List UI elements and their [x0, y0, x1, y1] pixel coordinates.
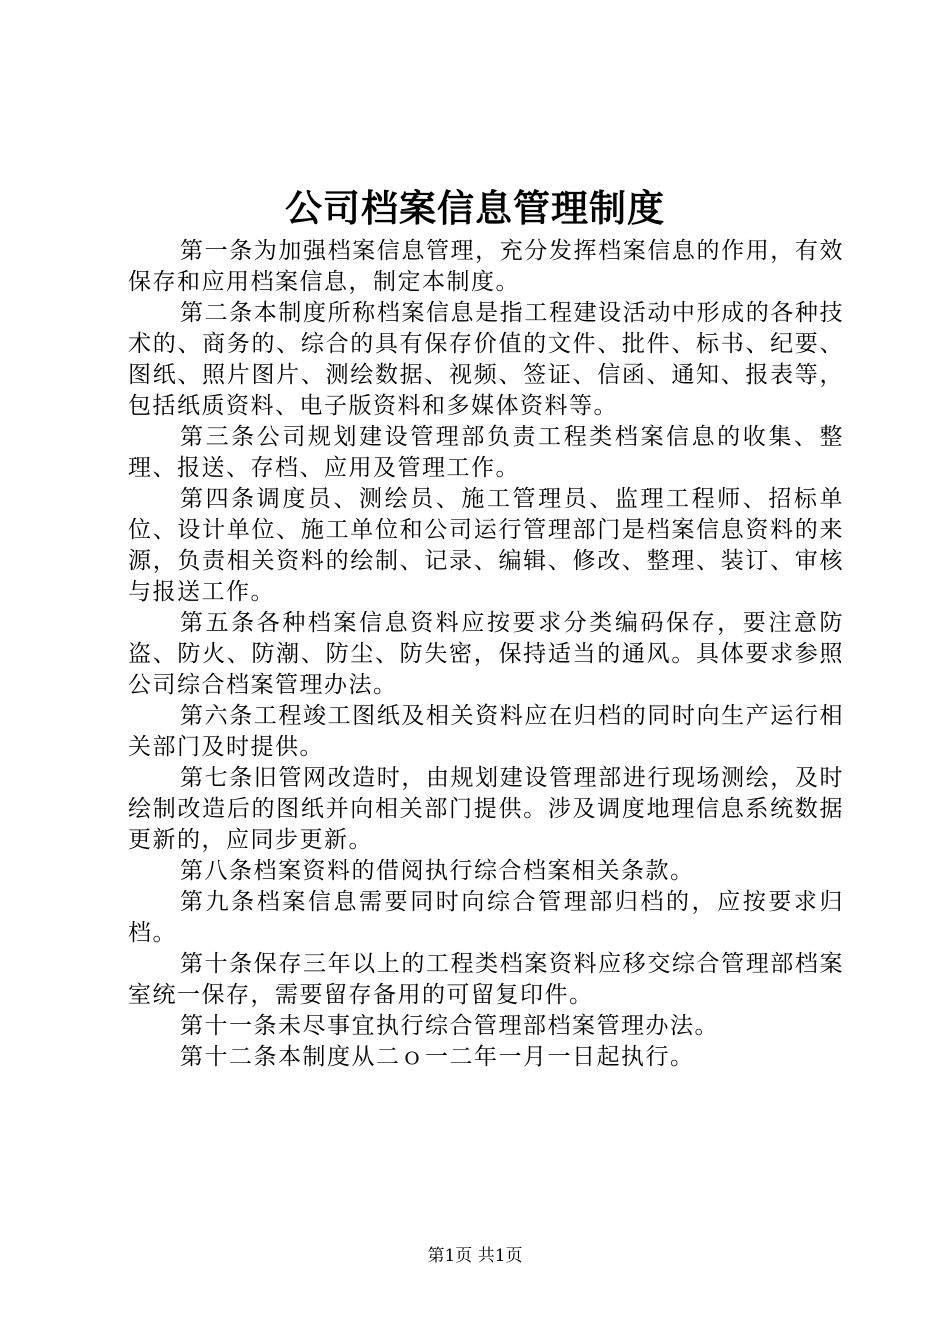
article-9: 第九条档案信息需要同时向综合管理部归档的，应按要求归档。 [128, 889, 844, 946]
document-title: 公司档案信息管理制度 [285, 186, 665, 230]
article-2: 第二条本制度所称档案信息是指工程建设活动中形成的各种技术的、商务的、综合的具有保存价值的文件、批件、标书、纪要、图纸、照片图片、测绘数据、视频、签证、信函、通知、报表等，包括纸质资料、电子版资料和多媒体资料等。 [128, 300, 844, 419]
article-12: 第十二条本制度从二ｏ一二年一月一日起执行。 [180, 1044, 695, 1070]
article-10: 第十条保存三年以上的工程类档案资料应移交综合管理部档案室统一保存，需要留存备用的可留复印件。 [128, 951, 844, 1008]
article-4: 第四条调度员、测绘员、施工管理员、监理工程师、招标单位、设计单位、施工单位和公司运行管理部门是档案信息资料的来源，负责相关资料的绘制、记录、编辑、修改、整理、装订、审核与报送工作。 [128, 486, 844, 605]
article-8: 第八条档案资料的借阅执行综合档案相关条款。 [180, 858, 695, 884]
article-3: 第三条公司规划建设管理部负责工程类档案信息的收集、整理、报送、存档、应用及管理工作。 [128, 424, 844, 481]
page-number-footer: 第1页 共1页 [427, 1246, 523, 1266]
document-body [128, 236, 844, 1073]
article-6: 第六条工程竣工图纸及相关资料应在归档的同时向生产运行相关部门及时提供。 [128, 703, 844, 760]
article-11: 第十一条未尽事宜执行综合管理部档案管理办法。 [180, 1013, 719, 1039]
article-7: 第七条旧管网改造时，由规划建设管理部进行现场测绘，及时绘制改造后的图纸并向相关部门提供。涉及调度地理信息系统数据更新的，应同步更新。 [128, 765, 844, 853]
article-5: 第五条各种档案信息资料应按要求分类编码保存，要注意防盗、防火、防潮、防尘、防失密，保持适当的通风。具体要求参照公司综合档案管理办法。 [128, 610, 844, 698]
article-1: 第一条为加强档案信息管理，充分发挥档案信息的作用，有效保存和应用档案信息，制定本制度。 [128, 238, 844, 295]
